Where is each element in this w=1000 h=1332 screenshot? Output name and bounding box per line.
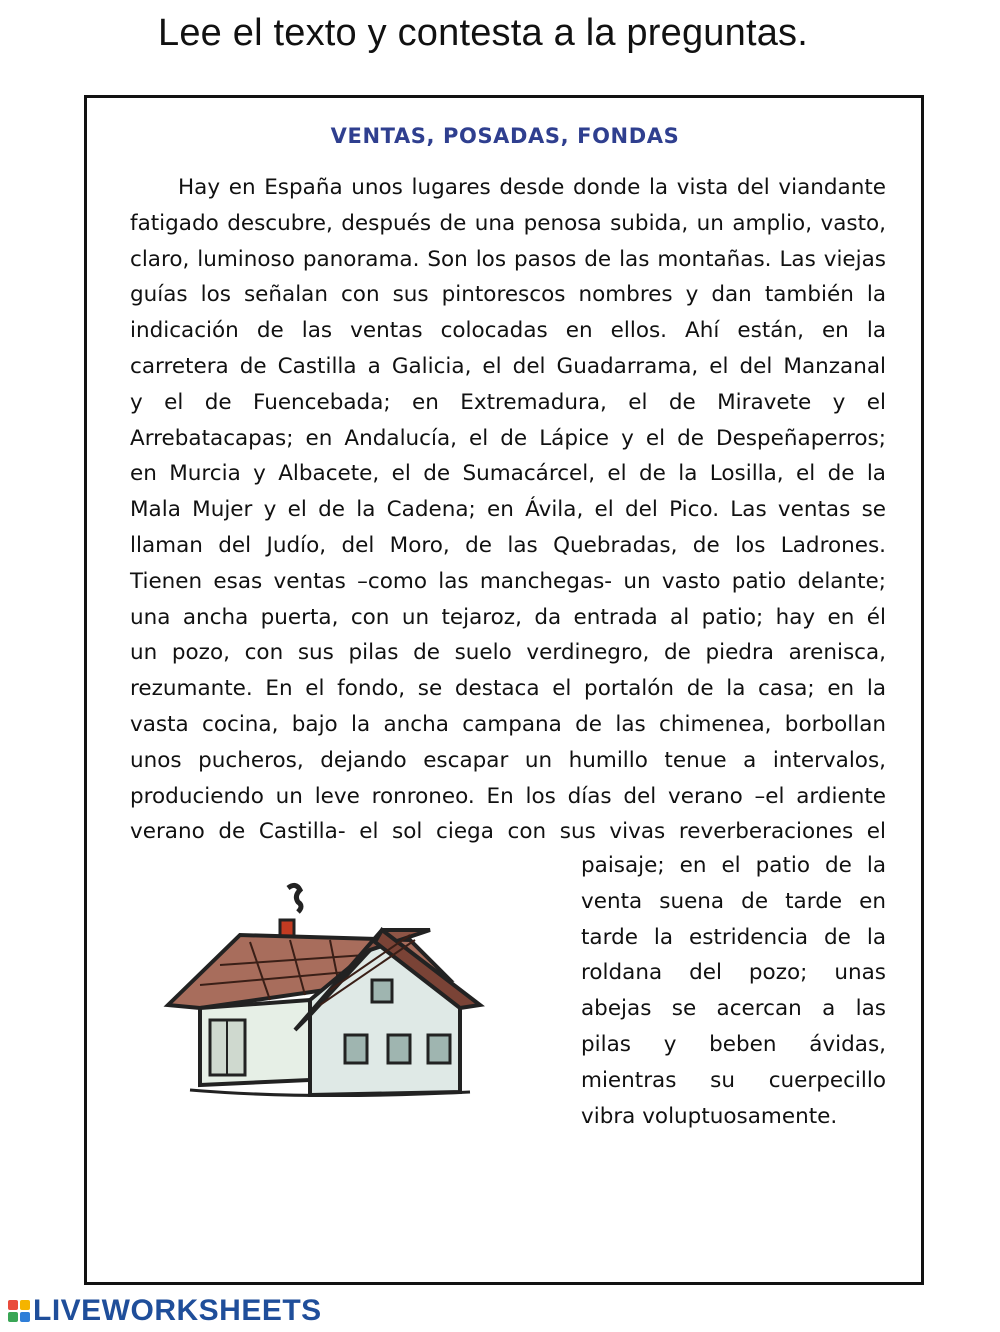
- reading-side-line: abejas se acercan a las: [581, 996, 886, 1022]
- reading-line: guías los señalan con sus pintorescos nombres y dan también la: [130, 282, 886, 308]
- reading-line: una ancha puerta, con un tejaroz, da entrada al patio; hay en él: [130, 604, 886, 630]
- reading-line: unos pucheros, dejando escapar un humillo tenue a intervalos,: [130, 747, 886, 773]
- badge-square: [20, 1300, 30, 1310]
- reading-title: VENTAS, POSADAS, FONDAS: [330, 124, 680, 148]
- reading-line: indicación de las ventas colocadas en ellos. Ahí están, en la: [130, 318, 886, 344]
- reading-line: un pozo, con sus pilas de suelo verdinegro, de piedra arenisca,: [130, 640, 886, 666]
- reading-side-line: paisaje; en el patio de la: [581, 853, 886, 878]
- reading-side-line: venta suena de tarde en: [581, 888, 886, 914]
- reading-line: y el de Fuencebada; en Extremadura, el de Miravete y el: [130, 389, 886, 415]
- reading-line: Tienen esas ventas –como las manchegas- un vasto patio delante;: [130, 568, 886, 594]
- page-title: Lee el texto y contesta a la preguntas.: [158, 12, 808, 54]
- logo-text: LIVEWORKSHEETS: [33, 1294, 322, 1327]
- reading-line: claro, luminoso panorama. Son los pasos de las montañas. Las viejas: [130, 246, 886, 272]
- reading-line: vasta cocina, bajo la ancha campana de las chimenea, borbollan: [130, 711, 886, 737]
- badge-square: [20, 1312, 30, 1322]
- reading-side-line: vibra voluptuosamente.: [581, 1103, 838, 1129]
- reading-side-column: [581, 848, 886, 1134]
- reading-body: [130, 170, 886, 850]
- reading-line: verano de Castilla- el sol ciega con sus vivas reverberaciones el: [130, 819, 886, 845]
- reading-line: carretera de Castilla a Galicia, el del Guadarrama, el del Manzanal: [130, 353, 886, 379]
- reading-side-line: pilas y beben ávidas,: [581, 1031, 886, 1057]
- badge-square: [8, 1300, 18, 1310]
- reading-line: Arrebatacapas; en Andalucía, el de Lápice y el de Despeñaperros;: [130, 425, 886, 451]
- reading-line: produciendo un leve ronroneo. En los días del verano –el ardiente: [130, 783, 886, 809]
- reading-line: llaman del Judío, del Moro, de las Quebradas, de los Ladrones.: [130, 532, 886, 558]
- badge-square: [8, 1312, 18, 1322]
- reading-line: fatigado descubre, después de una penosa subida, un amplio, vasto,: [130, 210, 886, 236]
- reading-side-line: tarde la estridencia de la: [581, 924, 886, 950]
- logo-badge-icon: [8, 1300, 30, 1322]
- reading-side-line: mientras su cuerpecillo: [581, 1067, 886, 1093]
- reading-line: en Murcia y Albacete, el de Sumacárcel, el de la Losilla, el de la: [130, 461, 886, 487]
- reading-line: Mala Mujer y el de la Cadena; en Ávila, el del Pico. Las ventas se: [130, 497, 886, 523]
- liveworksheets-logo[interactable]: [8, 1294, 322, 1328]
- reading-line: rezumante. En el fondo, se destaca el portalón de la casa; en la: [130, 676, 886, 702]
- house-illustration-icon: [160, 880, 510, 1105]
- reading-line: Hay en España unos lugares desde donde la vista del viandante: [178, 175, 886, 200]
- reading-side-line: roldana del pozo; unas: [581, 960, 886, 986]
